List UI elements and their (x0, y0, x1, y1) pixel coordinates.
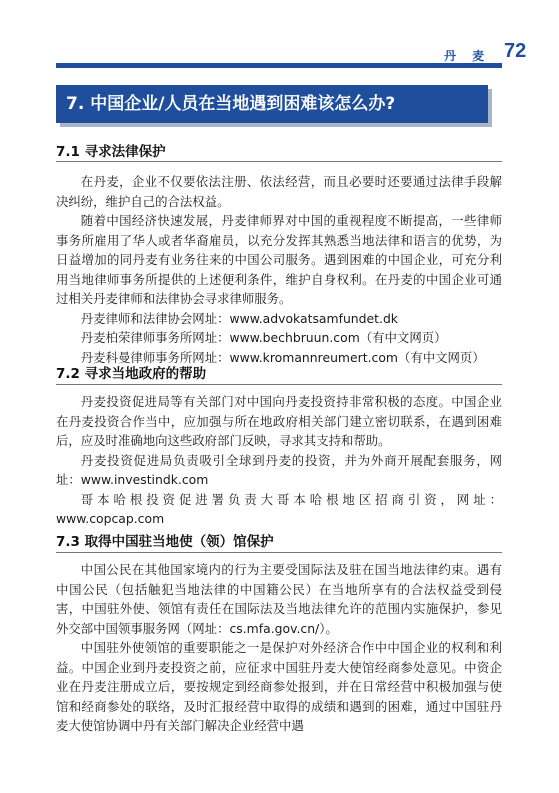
section-body-7-1 (56, 172, 502, 367)
paragraph: 丹麦投资促进局负责吸引全球到丹麦的投资，并为外商开展配套服务，网址：www.investindk.com (56, 452, 502, 487)
section-title-7-1: 7.1 寻求法律保护 (56, 144, 166, 160)
section-body-7-3 (56, 560, 502, 736)
section-title-7-3: 7.3 取得中国驻当地使（领）馆保护 (56, 534, 274, 550)
chapter-title: 7. 中国企业/人员在当地遇到困难该怎么办? (56, 85, 488, 123)
paragraph: 丹麦柏荣律师事务所网址：www.bechbruun.com（有中文网页） (80, 330, 447, 345)
paragraph: 哥本哈根投资促进署负责大哥本哈根地区招商引资，网址：www.copcap.com (56, 491, 502, 526)
section-divider (56, 552, 502, 553)
section-body-7-2 (56, 392, 502, 529)
section-title-7-2: 7.2 寻求当地政府的帮助 (56, 366, 207, 382)
header-rule (56, 63, 502, 68)
section-divider (56, 384, 502, 385)
header-country: 丹 麦 (444, 49, 491, 63)
paragraph: 中国驻外使领馆的重要职能之一是保护对外经济合作中中国企业的权利和利益。中国企业到丹麦投资之前，应征求中国驻丹麦大使馆经商参处意见。中资企业在丹麦注册成立后，要按规定到经商参处报到，并在日常经营中积极加强与使馆和经商参处的联络，及时汇报经营中取得的成绩和遇到的困难，通过中国驻丹麦大使馆协调中丹有关部门解决企业经营中遇 (56, 640, 502, 733)
section-divider (56, 161, 502, 162)
paragraph: 中国公民在其他国家境内的行为主要受国际法及驻在国当地法律约束。遇有中国公民（包括触犯当地法律的中国籍公民）在当地所享有的合法权益受到侵害，中国驻外使、领馆有责任在国际法及当地法律允许的范围内实施保护，参见外交部中国领事服务网（网址：cs.mfa.gov.cn/）。 (56, 562, 502, 636)
paragraph: 丹麦科曼律师事务所网址：www.kromannreumert.com（有中文网页） (80, 349, 485, 365)
paragraph: 丹麦律师和法律协会网址：www.advokatsamfundet.dk (80, 310, 398, 326)
page-number: 72 (504, 40, 527, 62)
paragraph: 丹麦投资促进局等有关部门对中国向丹麦投资持非常积极的态度。中国企业在丹麦投资合作当中，应加强与所在地政府相关部门建立密切联系，在遇到困难后，应及时准确地向这些政府部门反映，寻求其支持和帮助。 (56, 394, 502, 448)
paragraph: 在丹麦，企业不仅要依法注册、依法经营，而且必要时还要通过法律手段解决纠纷，维护自己的合法权益。 (56, 174, 502, 209)
paragraph: 随着中国经济快速发展，丹麦律师界对中国的重视程度不断提高，一些律师事务所雇用了华人或者华裔雇员，以充分发挥其熟悉当地法律和语言的优势，为日益增加的同丹麦有业务往来的中国公司服务。遇到困难的中国企业，可充分利用当地律师事务所提供的上述便利条件，维护自身权利。在丹麦的中国企业可通过相关丹麦律师和法律协会寻求律师服务。 (56, 213, 502, 306)
